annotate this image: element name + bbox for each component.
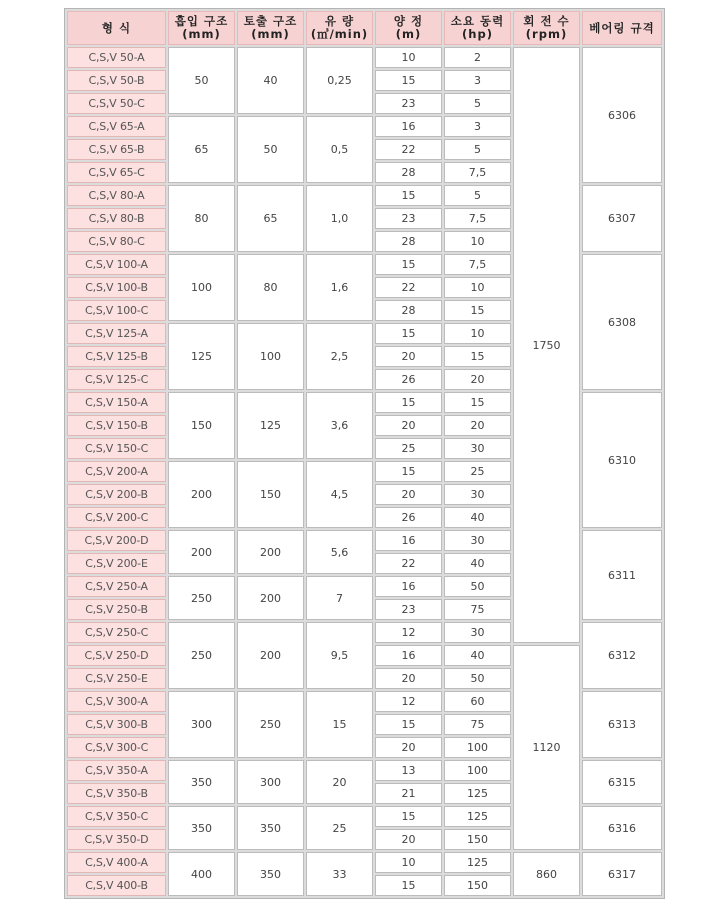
model-cell: C,S,V 400-A bbox=[67, 852, 166, 873]
suction-cell: 200 bbox=[168, 461, 235, 528]
power-cell: 125 bbox=[444, 806, 511, 827]
suction-cell: 125 bbox=[168, 323, 235, 390]
model-cell: C,S,V 100-A bbox=[67, 254, 166, 275]
power-cell: 75 bbox=[444, 599, 511, 620]
discharge-cell: 150 bbox=[237, 461, 304, 528]
table-row bbox=[67, 47, 662, 68]
head-cell: 12 bbox=[375, 691, 442, 712]
power-cell: 125 bbox=[444, 783, 511, 804]
model-cell: C,S,V 350-D bbox=[67, 829, 166, 850]
power-cell: 10 bbox=[444, 277, 511, 298]
header-flow: 유 량 (㎥/min) bbox=[306, 11, 373, 45]
model-cell: C,S,V 350-A bbox=[67, 760, 166, 781]
bearing-cell: 6310 bbox=[582, 392, 662, 528]
head-cell: 15 bbox=[375, 806, 442, 827]
head-cell: 16 bbox=[375, 645, 442, 666]
model-cell: C,S,V 200-A bbox=[67, 461, 166, 482]
power-cell: 150 bbox=[444, 875, 511, 896]
power-cell: 75 bbox=[444, 714, 511, 735]
model-cell: C,S,V 65-A bbox=[67, 116, 166, 137]
header-suction: 흡입 구조 (mm) bbox=[168, 11, 235, 45]
power-cell: 20 bbox=[444, 369, 511, 390]
model-cell: C,S,V 350-B bbox=[67, 783, 166, 804]
flow-cell: 25 bbox=[306, 806, 373, 850]
model-cell: C,S,V 300-A bbox=[67, 691, 166, 712]
power-cell: 10 bbox=[444, 323, 511, 344]
power-cell: 3 bbox=[444, 70, 511, 91]
head-cell: 20 bbox=[375, 829, 442, 850]
head-cell: 10 bbox=[375, 47, 442, 68]
suction-cell: 80 bbox=[168, 185, 235, 252]
power-cell: 30 bbox=[444, 530, 511, 551]
model-cell: C,S,V 150-C bbox=[67, 438, 166, 459]
flow-cell: 2,5 bbox=[306, 323, 373, 390]
power-cell: 30 bbox=[444, 438, 511, 459]
model-cell: C,S,V 250-C bbox=[67, 622, 166, 643]
head-cell: 22 bbox=[375, 277, 442, 298]
flow-cell: 0,25 bbox=[306, 47, 373, 114]
head-cell: 15 bbox=[375, 714, 442, 735]
suction-cell: 350 bbox=[168, 806, 235, 850]
bearing-cell: 6313 bbox=[582, 691, 662, 758]
header-row bbox=[67, 11, 662, 45]
model-cell: C,S,V 400-B bbox=[67, 875, 166, 896]
power-cell: 7,5 bbox=[444, 254, 511, 275]
head-cell: 23 bbox=[375, 599, 442, 620]
head-cell: 15 bbox=[375, 875, 442, 896]
model-cell: C,S,V 50-C bbox=[67, 93, 166, 114]
discharge-cell: 200 bbox=[237, 622, 304, 689]
model-cell: C,S,V 300-B bbox=[67, 714, 166, 735]
suction-cell: 400 bbox=[168, 852, 235, 896]
flow-cell: 4,5 bbox=[306, 461, 373, 528]
power-cell: 5 bbox=[444, 139, 511, 160]
model-cell: C,S,V 125-B bbox=[67, 346, 166, 367]
suction-cell: 200 bbox=[168, 530, 235, 574]
power-cell: 20 bbox=[444, 415, 511, 436]
head-cell: 16 bbox=[375, 116, 442, 137]
head-cell: 28 bbox=[375, 162, 442, 183]
flow-cell: 1,6 bbox=[306, 254, 373, 321]
model-cell: C,S,V 300-C bbox=[67, 737, 166, 758]
model-cell: C,S,V 50-B bbox=[67, 70, 166, 91]
head-cell: 20 bbox=[375, 737, 442, 758]
power-cell: 60 bbox=[444, 691, 511, 712]
model-cell: C,S,V 250-D bbox=[67, 645, 166, 666]
discharge-cell: 300 bbox=[237, 760, 304, 804]
power-cell: 25 bbox=[444, 461, 511, 482]
model-cell: C,S,V 100-B bbox=[67, 277, 166, 298]
suction-cell: 65 bbox=[168, 116, 235, 183]
power-cell: 50 bbox=[444, 576, 511, 597]
head-cell: 15 bbox=[375, 70, 442, 91]
model-cell: C,S,V 80-B bbox=[67, 208, 166, 229]
bearing-cell: 6316 bbox=[582, 806, 662, 850]
power-cell: 2 bbox=[444, 47, 511, 68]
bearing-cell: 6307 bbox=[582, 185, 662, 252]
head-cell: 22 bbox=[375, 139, 442, 160]
pump-spec-table bbox=[64, 8, 665, 899]
head-cell: 25 bbox=[375, 438, 442, 459]
power-cell: 40 bbox=[444, 507, 511, 528]
speed-cell: 1750 bbox=[513, 47, 580, 643]
bearing-cell: 6306 bbox=[582, 47, 662, 183]
model-cell: C,S,V 200-B bbox=[67, 484, 166, 505]
discharge-cell: 40 bbox=[237, 47, 304, 114]
speed-cell: 860 bbox=[513, 852, 580, 896]
flow-cell: 0,5 bbox=[306, 116, 373, 183]
discharge-cell: 350 bbox=[237, 852, 304, 896]
suction-cell: 250 bbox=[168, 576, 235, 620]
head-cell: 16 bbox=[375, 576, 442, 597]
head-cell: 10 bbox=[375, 852, 442, 873]
bearing-cell: 6308 bbox=[582, 254, 662, 390]
power-cell: 7,5 bbox=[444, 208, 511, 229]
head-cell: 15 bbox=[375, 392, 442, 413]
head-cell: 28 bbox=[375, 300, 442, 321]
model-cell: C,S,V 200-E bbox=[67, 553, 166, 574]
model-cell: C,S,V 65-B bbox=[67, 139, 166, 160]
power-cell: 15 bbox=[444, 300, 511, 321]
header-head: 양 정 (m) bbox=[375, 11, 442, 45]
flow-cell: 7 bbox=[306, 576, 373, 620]
head-cell: 15 bbox=[375, 461, 442, 482]
power-cell: 50 bbox=[444, 668, 511, 689]
flow-cell: 9,5 bbox=[306, 622, 373, 689]
power-cell: 30 bbox=[444, 622, 511, 643]
head-cell: 12 bbox=[375, 622, 442, 643]
model-cell: C,S,V 350-C bbox=[67, 806, 166, 827]
flow-cell: 20 bbox=[306, 760, 373, 804]
power-cell: 150 bbox=[444, 829, 511, 850]
model-cell: C,S,V 100-C bbox=[67, 300, 166, 321]
flow-cell: 33 bbox=[306, 852, 373, 896]
model-cell: C,S,V 200-C bbox=[67, 507, 166, 528]
suction-cell: 50 bbox=[168, 47, 235, 114]
discharge-cell: 50 bbox=[237, 116, 304, 183]
suction-cell: 300 bbox=[168, 691, 235, 758]
header-model: 형 식 bbox=[67, 11, 166, 45]
model-cell: C,S,V 150-B bbox=[67, 415, 166, 436]
model-cell: C,S,V 250-A bbox=[67, 576, 166, 597]
power-cell: 5 bbox=[444, 93, 511, 114]
power-cell: 15 bbox=[444, 346, 511, 367]
model-cell: C,S,V 125-C bbox=[67, 369, 166, 390]
discharge-cell: 200 bbox=[237, 530, 304, 574]
head-cell: 20 bbox=[375, 346, 442, 367]
spec-table-body bbox=[67, 47, 662, 896]
bearing-cell: 6315 bbox=[582, 760, 662, 804]
flow-cell: 1,0 bbox=[306, 185, 373, 252]
head-cell: 23 bbox=[375, 208, 442, 229]
model-cell: C,S,V 80-A bbox=[67, 185, 166, 206]
discharge-cell: 350 bbox=[237, 806, 304, 850]
discharge-cell: 250 bbox=[237, 691, 304, 758]
discharge-cell: 100 bbox=[237, 323, 304, 390]
discharge-cell: 200 bbox=[237, 576, 304, 620]
suction-cell: 350 bbox=[168, 760, 235, 804]
bearing-cell: 6312 bbox=[582, 622, 662, 689]
power-cell: 125 bbox=[444, 852, 511, 873]
header-power: 소요 동력 (hp) bbox=[444, 11, 511, 45]
model-cell: C,S,V 250-E bbox=[67, 668, 166, 689]
flow-cell: 5,6 bbox=[306, 530, 373, 574]
head-cell: 23 bbox=[375, 93, 442, 114]
head-cell: 20 bbox=[375, 484, 442, 505]
power-cell: 3 bbox=[444, 116, 511, 137]
head-cell: 16 bbox=[375, 530, 442, 551]
model-cell: C,S,V 150-A bbox=[67, 392, 166, 413]
header-speed: 회 전 수 (rpm) bbox=[513, 11, 580, 45]
discharge-cell: 65 bbox=[237, 185, 304, 252]
power-cell: 100 bbox=[444, 760, 511, 781]
head-cell: 20 bbox=[375, 415, 442, 436]
discharge-cell: 125 bbox=[237, 392, 304, 459]
power-cell: 100 bbox=[444, 737, 511, 758]
power-cell: 40 bbox=[444, 553, 511, 574]
suction-cell: 100 bbox=[168, 254, 235, 321]
head-cell: 28 bbox=[375, 231, 442, 252]
model-cell: C,S,V 80-C bbox=[67, 231, 166, 252]
header-discharge: 토출 구조 (mm) bbox=[237, 11, 304, 45]
table-row bbox=[67, 852, 662, 873]
bearing-cell: 6317 bbox=[582, 852, 662, 896]
model-cell: C,S,V 200-D bbox=[67, 530, 166, 551]
bearing-cell: 6311 bbox=[582, 530, 662, 620]
header-bearing: 베어링 규격 bbox=[582, 11, 662, 45]
power-cell: 40 bbox=[444, 645, 511, 666]
suction-cell: 150 bbox=[168, 392, 235, 459]
model-cell: C,S,V 125-A bbox=[67, 323, 166, 344]
model-cell: C,S,V 65-C bbox=[67, 162, 166, 183]
power-cell: 15 bbox=[444, 392, 511, 413]
head-cell: 22 bbox=[375, 553, 442, 574]
head-cell: 26 bbox=[375, 507, 442, 528]
flow-cell: 15 bbox=[306, 691, 373, 758]
head-cell: 21 bbox=[375, 783, 442, 804]
power-cell: 7,5 bbox=[444, 162, 511, 183]
head-cell: 26 bbox=[375, 369, 442, 390]
power-cell: 10 bbox=[444, 231, 511, 252]
suction-cell: 250 bbox=[168, 622, 235, 689]
head-cell: 15 bbox=[375, 185, 442, 206]
head-cell: 15 bbox=[375, 254, 442, 275]
head-cell: 20 bbox=[375, 668, 442, 689]
head-cell: 15 bbox=[375, 323, 442, 344]
model-cell: C,S,V 250-B bbox=[67, 599, 166, 620]
power-cell: 30 bbox=[444, 484, 511, 505]
head-cell: 13 bbox=[375, 760, 442, 781]
model-cell: C,S,V 50-A bbox=[67, 47, 166, 68]
flow-cell: 3,6 bbox=[306, 392, 373, 459]
speed-cell: 1120 bbox=[513, 645, 580, 850]
power-cell: 5 bbox=[444, 185, 511, 206]
discharge-cell: 80 bbox=[237, 254, 304, 321]
